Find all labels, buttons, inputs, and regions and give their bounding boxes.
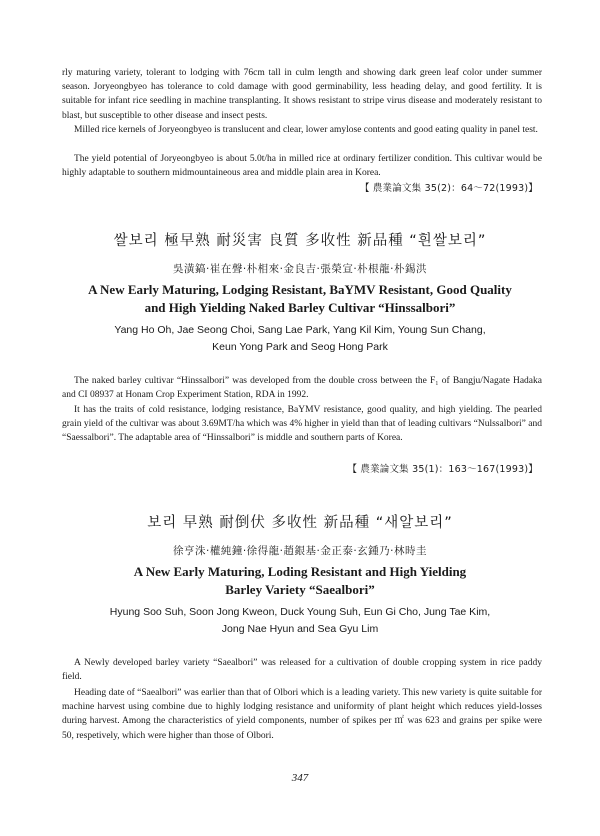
english-author-list: [0, 322, 600, 356]
korean-author-list: 吳潢鎬·崔在聲·朴相來·金良吉·張榮宣·朴根龍·朴錫洪: [172, 263, 428, 275]
english-article-title: [0, 281, 600, 317]
title-line: A New Early Maturing, Lodging Resistant, BaYMV Resistant, Good Quality: [88, 282, 512, 297]
abstract-paragraph: A Newly developed barley variety “Saealbori” was released for a cultivation of double cropping system in rice paddy field.: [62, 658, 542, 683]
journal-citation: 【 農業論文集 35(1)：163～167(1993)】: [347, 464, 538, 475]
abstract-paragraph: The naked barley cultivar “Hinssalbori” was developed from the double cross between the F₁ of Bangju/Nagate Hadaka and CI 08937 at Honam Crop Experiment Station, RDA in 1992.: [62, 376, 542, 401]
author-line: Yang Ho Oh, Jae Seong Choi, Sang Lae Park, Yang Kil Kim, Young Sun Chang,: [114, 324, 486, 336]
author-line: Jong Nae Hyun and Sea Gyu Lim: [221, 623, 379, 635]
author-line: Keun Yong Park and Seog Hong Park: [212, 341, 388, 353]
page-number: 347: [291, 772, 309, 784]
korean-article-title: 보리 早熟 耐倒伏 多收性 新品種 “새알보리”: [147, 515, 453, 531]
title-line: Barley Variety “Saealbori”: [225, 582, 375, 597]
abstract-paragraph: Heading date of “Saealbori” was earlier than that of Olbori which is a leading variety. This new variety is quite suitable for machine harvest using combine due to highly lodging resistance and uniformity of plant height which reduces yield-losses during harvest. Among the characteristics of yield components, number of spikes per ㎡ was 623 and grains per spike were 50, respetively, which were higher than those of Olbori.: [62, 688, 542, 741]
korean-article-title: 쌀보리 極早熟 耐災害 良質 多收性 新品種 “흰쌀보리”: [113, 233, 487, 249]
body-paragraph: rly maturing variety, tolerant to lodging with 76cm tall in culm length and showing dark green leaf color under summer season. Joryeongbyeo has tolerance to cold damage with good germinability, less heading delay, and good fertility. It is suitable for infant rice seedling in machine transplanting. It shows resistant to stripe virus disease and moderately resistant to blast, but susceptible to other disease and insect pests.: [62, 68, 542, 121]
title-line: and High Yielding Naked Barley Cultivar “Hinssalbori”: [144, 300, 456, 315]
english-author-list: [0, 604, 600, 638]
english-article-title: [0, 563, 600, 599]
abstract-paragraph: It has the traits of cold resistance, lodging resistance, BaYMV resistance, good quality, and high yielding. The pearled grain yield of the cultivar was about 3.69MT/ha which was 4% higher in yield than that of leading cultivars “Nulssalbori” and “Saessalbori”. The adaptable area of “Hinssalbori” is middle and southern parts of Korea.: [62, 405, 542, 444]
title-line: A New Early Maturing, Loding Resistant and High Yielding: [133, 564, 467, 579]
journal-citation: 【 農業論文集 35(2)：64～72(1993)】: [359, 183, 538, 194]
body-paragraph: Milled rice kernels of Joryeongbyeo is translucent and clear, lower amylose contents and good eating quality in panel test.: [74, 125, 538, 135]
body-paragraph: The yield potential of Joryeongbyeo is about 5.0t/ha in milled rice at ordinary fertilizer condition. This cultivar would be highly adaptable to southern midmountaineous area and middle plain area in Korea.: [62, 154, 542, 179]
korean-author-list: 徐亨洙·權純鐘·徐得龍·趙銀基·金正泰·玄鍾乃·林時圭: [172, 545, 428, 557]
author-line: Hyung Soo Suh, Soon Jong Kweon, Duck Young Suh, Eun Gi Cho, Jung Tae Kim,: [109, 606, 491, 618]
